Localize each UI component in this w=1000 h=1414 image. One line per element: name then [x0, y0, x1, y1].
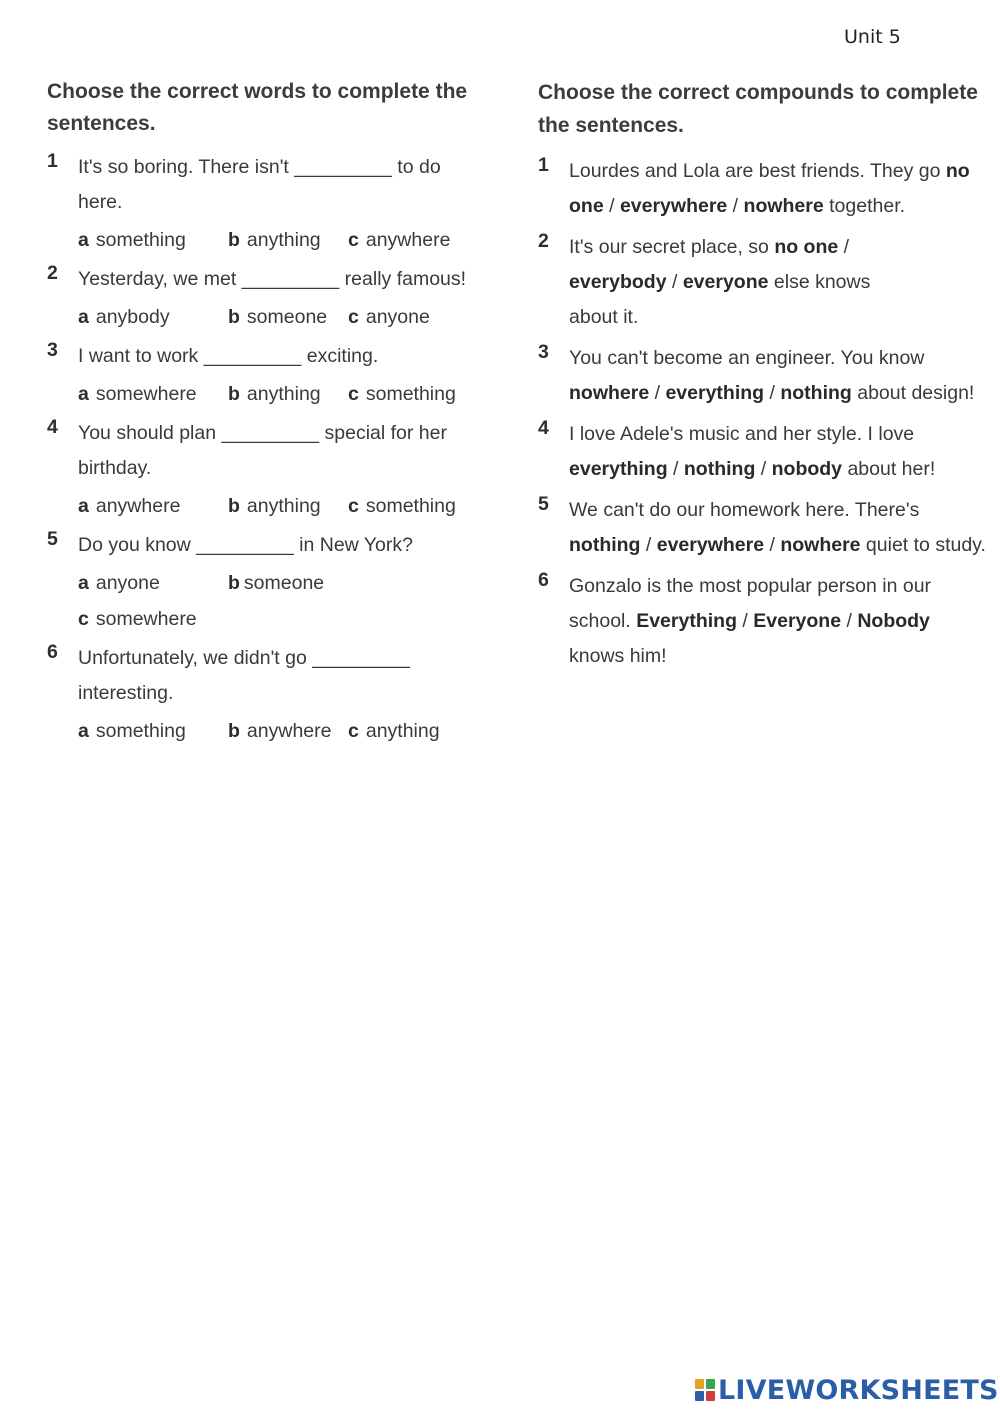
- question-item: [47, 150, 487, 262]
- question-number: 3: [538, 341, 549, 363]
- question-item: [538, 417, 988, 487]
- choice-word[interactable]: nowhere: [743, 195, 824, 217]
- question-text: I love Adele's music and her style. I love everything / nothing / nobody about her!: [569, 423, 936, 480]
- option-b[interactable]: b someone: [228, 306, 328, 328]
- choice-word[interactable]: Everything: [636, 610, 737, 632]
- question-text: It's our secret place, so no one / everybody / everyone else knows about it.: [569, 236, 871, 328]
- option-a[interactable]: a something: [78, 229, 186, 251]
- question-number: 2: [538, 230, 549, 252]
- answer-options: [78, 565, 487, 637]
- option-c[interactable]: c something: [348, 495, 456, 517]
- choice-word[interactable]: no one: [774, 236, 839, 258]
- choice-word[interactable]: nowhere: [569, 382, 650, 404]
- question-item: [538, 493, 988, 563]
- choice-word[interactable]: nobody: [771, 458, 843, 480]
- option-c[interactable]: c somewhere: [78, 608, 197, 630]
- question-text: Gonzalo is the most popular person in our school. Everything / Everyone / Nobody knows him!: [569, 575, 932, 667]
- question-item: [538, 569, 988, 674]
- choice-word[interactable]: no one: [569, 160, 970, 217]
- liveworksheets-logo: [694, 1372, 999, 1408]
- question-item: [538, 230, 988, 335]
- choice-word[interactable]: nothing: [780, 382, 852, 404]
- choice-word[interactable]: Everyone: [753, 610, 842, 632]
- exercise-heading: Choose the correct compounds to complete the sentences.: [538, 81, 978, 137]
- question-item: [47, 641, 487, 753]
- choice-word[interactable]: nothing: [683, 458, 756, 480]
- option-a[interactable]: a something: [78, 720, 186, 742]
- option-b[interactable]: b anything: [228, 495, 321, 517]
- exercise-choose-compounds: [538, 76, 988, 680]
- option-b[interactable]: b anything: [228, 229, 321, 251]
- question-item: [47, 416, 487, 528]
- question-item: [47, 528, 487, 641]
- exercise-heading: Choose the correct words to complete the sentences.: [47, 80, 468, 135]
- question-text: It's so boring. There isn't _________ to do here.: [78, 156, 441, 213]
- question-number: 1: [538, 154, 549, 176]
- question-number: 4: [47, 416, 58, 438]
- choice-word[interactable]: Nobody: [857, 610, 930, 632]
- question-text: Do you know _________ in New York?: [78, 534, 413, 556]
- question-item: [47, 262, 487, 339]
- question-number: 5: [538, 493, 549, 515]
- question-number: 3: [47, 339, 58, 361]
- choice-word[interactable]: nowhere: [780, 534, 861, 556]
- option-c[interactable]: c anyone: [348, 306, 430, 328]
- unit-label: Unit 5: [844, 26, 901, 48]
- question-text: You should plan _________ special for her birthday.: [78, 422, 447, 479]
- question-number: 6: [538, 569, 549, 591]
- question-text: We can't do our homework here. There's nothing / everywhere / nowhere quiet to study.: [569, 499, 986, 556]
- option-a[interactable]: a anyone: [78, 572, 160, 594]
- answer-options: [78, 376, 487, 412]
- question-item: [47, 339, 487, 416]
- option-a[interactable]: a somewhere: [78, 383, 197, 405]
- answer-options: [78, 488, 487, 524]
- question-text: Lourdes and Lola are best friends. They go no one / everywhere / nowhere together.: [569, 160, 970, 217]
- choice-word[interactable]: everywhere: [619, 195, 728, 217]
- option-c[interactable]: c anything: [348, 720, 440, 742]
- option-c[interactable]: c something: [348, 383, 456, 405]
- choice-word[interactable]: everything: [665, 382, 765, 404]
- question-number: 1: [47, 150, 58, 172]
- liveworksheets-logo-icon: [694, 1377, 716, 1403]
- question-text: You can't become an engineer. You know nowhere / everything / nothing about design!: [569, 347, 975, 404]
- choice-word[interactable]: nothing: [569, 534, 641, 556]
- question-number: 6: [47, 641, 58, 663]
- answer-options: [78, 222, 487, 258]
- question-number: 4: [538, 417, 549, 439]
- option-c[interactable]: c anywhere: [348, 229, 451, 251]
- option-b[interactable]: b anything: [228, 383, 321, 405]
- answer-options: [78, 713, 487, 749]
- option-b[interactable]: b someone: [228, 572, 325, 594]
- question-number: 5: [47, 528, 58, 550]
- logo-text: LIVEWORKSHEETS: [718, 1374, 999, 1406]
- answer-options: [78, 299, 487, 335]
- question-item: [538, 341, 988, 411]
- option-a[interactable]: a anywhere: [78, 495, 181, 517]
- choice-word[interactable]: everybody: [569, 271, 667, 293]
- option-b[interactable]: b anywhere: [228, 720, 332, 742]
- question-text: I want to work _________ exciting.: [78, 345, 379, 367]
- question-number: 2: [47, 262, 58, 284]
- question-text: Unfortunately, we didn't go _________ interesting.: [78, 647, 410, 704]
- question-text: Yesterday, we met _________ really famous!: [78, 268, 467, 290]
- choice-word[interactable]: everyone: [682, 271, 769, 293]
- option-a[interactable]: a anybody: [78, 306, 170, 328]
- choice-word[interactable]: everything: [569, 458, 668, 480]
- question-item: [538, 154, 988, 224]
- choice-word[interactable]: everywhere: [656, 534, 765, 556]
- exercise-choose-words: [47, 76, 487, 753]
